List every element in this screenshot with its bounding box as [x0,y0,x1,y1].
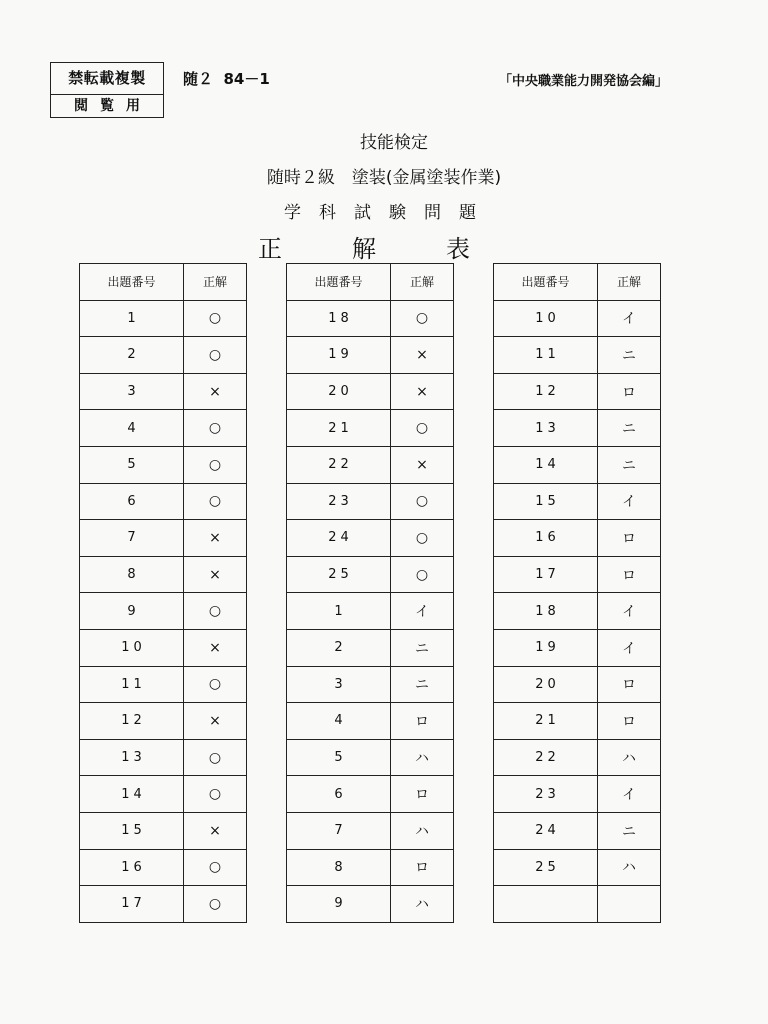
answer-cell: × [184,373,247,410]
question-number-cell: 7 [287,812,391,849]
answer-cell: ○ [391,556,454,593]
question-number-cell: 25 [494,849,598,886]
question-number-cell: 5 [287,739,391,776]
table-row [287,300,454,337]
reproduction-stamp [50,62,164,118]
table-row [287,337,454,374]
question-number-cell: 3 [80,373,184,410]
question-number-cell: 13 [80,739,184,776]
header-question-number: 出題番号 [494,264,598,301]
question-number-cell: 10 [494,300,598,337]
answer-cell: × [184,812,247,849]
answer-cell: ○ [184,410,247,447]
table-row [494,300,661,337]
table-row [494,776,661,813]
question-number-cell: 4 [80,410,184,447]
answer-cell [598,886,661,923]
question-number-cell: 4 [287,703,391,740]
answer-cell: ○ [184,739,247,776]
table-row [287,739,454,776]
table-row [494,849,661,886]
answer-cell: イ [598,629,661,666]
header-answer: 正解 [598,264,661,301]
question-number-cell: 15 [494,483,598,520]
question-number-cell: 19 [494,629,598,666]
answer-cell: × [391,337,454,374]
table-row [287,593,454,630]
answer-cell: ニ [598,410,661,447]
question-number-cell: 6 [80,483,184,520]
header-answer: 正解 [391,264,454,301]
publisher-note: 「中央職業能力開発協会編」 [498,74,668,89]
answer-cell: ロ [391,849,454,886]
question-number-cell: 20 [287,373,391,410]
question-number-cell: 23 [494,776,598,813]
question-number-cell: 9 [287,886,391,923]
question-number-cell: 11 [80,666,184,703]
table-row [287,812,454,849]
table-row [287,410,454,447]
answer-cell: ○ [184,666,247,703]
table-row [80,520,247,557]
table-row [80,739,247,776]
answer-cell: ハ [391,886,454,923]
answer-cell: ハ [391,739,454,776]
document-code: 随２ 84－1 [183,70,270,88]
question-number-cell: 8 [80,556,184,593]
question-number-cell: 17 [494,556,598,593]
stamp-viewing-only: 閲覧用 [74,98,152,114]
table-row [287,703,454,740]
table-row [494,520,661,557]
question-number-cell: 12 [80,703,184,740]
answer-cell: × [184,556,247,593]
question-number-cell: 25 [287,556,391,593]
question-number-cell [494,886,598,923]
answer-cell: ロ [391,703,454,740]
header-question-number: 出題番号 [80,264,184,301]
question-number-cell: 11 [494,337,598,374]
question-number-cell: 2 [80,337,184,374]
question-number-cell: 20 [494,666,598,703]
question-number-cell: 1 [80,300,184,337]
table-row [494,703,661,740]
question-number-cell: 17 [80,886,184,923]
table-row [494,483,661,520]
table-row [80,373,247,410]
answer-cell: ○ [184,300,247,337]
table-row [494,556,661,593]
question-number-cell: 23 [287,483,391,520]
question-number-cell: 22 [494,739,598,776]
answer-cell: ○ [391,520,454,557]
answer-cell: × [184,629,247,666]
stamp-no-reproduction: 禁転載複製 [51,63,163,95]
answer-cell: ニ [598,446,661,483]
title-grade-subject: 随時２級 塗装(金属塗装作業) [266,168,502,188]
question-number-cell: 8 [287,849,391,886]
answer-cell: × [391,373,454,410]
table-row [494,629,661,666]
table-row [80,886,247,923]
table-row [287,629,454,666]
table-row [80,410,247,447]
answer-cell: ハ [598,739,661,776]
question-number-cell: 1 [287,593,391,630]
table-row [287,666,454,703]
question-number-cell: 16 [80,849,184,886]
table-row [287,446,454,483]
question-number-cell: 6 [287,776,391,813]
table-row [287,373,454,410]
table-row [494,812,661,849]
table-row [494,337,661,374]
question-number-cell: 18 [494,593,598,630]
question-number-cell: 24 [287,520,391,557]
answer-cell: × [184,520,247,557]
table-row [494,739,661,776]
question-number-cell: 14 [80,776,184,813]
title-answer-sheet: 正解表 [258,235,540,263]
table-row [287,483,454,520]
answer-cell: ○ [184,593,247,630]
table-row [494,446,661,483]
question-number-cell: 12 [494,373,598,410]
question-number-cell: 24 [494,812,598,849]
table-row [287,886,454,923]
question-number-cell: 13 [494,410,598,447]
answer-cell: イ [598,776,661,813]
question-number-cell: 9 [80,593,184,630]
table-row [80,849,247,886]
answer-cell: イ [391,593,454,630]
question-number-cell: 14 [494,446,598,483]
answer-cell: ハ [598,849,661,886]
header-answer: 正解 [184,264,247,301]
question-number-cell: 16 [494,520,598,557]
title-exam-type: 学科試験問題 [284,203,494,223]
table-row [80,629,247,666]
title-skill-test: 技能検定 [360,133,428,153]
answer-cell: ロ [391,776,454,813]
answer-cell: ハ [391,812,454,849]
answer-cell: × [184,703,247,740]
answer-table-1 [79,263,247,923]
answer-cell: イ [598,593,661,630]
question-number-cell: 21 [494,703,598,740]
answer-cell: ○ [391,410,454,447]
question-number-cell: 10 [80,629,184,666]
answer-table-2 [286,263,454,923]
table-row [494,373,661,410]
answer-cell: ロ [598,666,661,703]
answer-cell: イ [598,300,661,337]
table-row [80,812,247,849]
table-row [80,776,247,813]
table-row [80,483,247,520]
table-row [494,593,661,630]
answer-cell: × [391,446,454,483]
table-row [494,886,661,923]
question-number-cell: 15 [80,812,184,849]
answer-cell: ロ [598,703,661,740]
answer-cell: ロ [598,373,661,410]
answer-cell: ロ [598,520,661,557]
answer-cell: ロ [598,556,661,593]
table-row [494,666,661,703]
answer-cell: ニ [391,666,454,703]
answer-cell: ○ [184,849,247,886]
answer-cell: ○ [184,337,247,374]
answer-cell: イ [598,483,661,520]
table-row [287,776,454,813]
answer-cell: ニ [598,337,661,374]
table-row [80,337,247,374]
question-number-cell: 7 [80,520,184,557]
table-row [80,593,247,630]
answer-cell: ニ [598,812,661,849]
answer-cell: ○ [184,886,247,923]
header-question-number: 出題番号 [287,264,391,301]
table-row [287,849,454,886]
question-number-cell: 18 [287,300,391,337]
question-number-cell: 5 [80,446,184,483]
question-number-cell: 2 [287,629,391,666]
table-row [80,703,247,740]
table-row [80,300,247,337]
table-row [287,556,454,593]
answer-cell: ニ [391,629,454,666]
answer-cell: ○ [184,776,247,813]
answer-cell: ○ [184,446,247,483]
answer-table-3 [493,263,661,923]
table-row [494,410,661,447]
question-number-cell: 22 [287,446,391,483]
question-number-cell: 19 [287,337,391,374]
table-row [287,520,454,557]
table-row [80,666,247,703]
answer-cell: ○ [391,300,454,337]
table-row [80,446,247,483]
answer-cell: ○ [184,483,247,520]
table-row [80,556,247,593]
question-number-cell: 3 [287,666,391,703]
answer-cell: ○ [391,483,454,520]
question-number-cell: 21 [287,410,391,447]
